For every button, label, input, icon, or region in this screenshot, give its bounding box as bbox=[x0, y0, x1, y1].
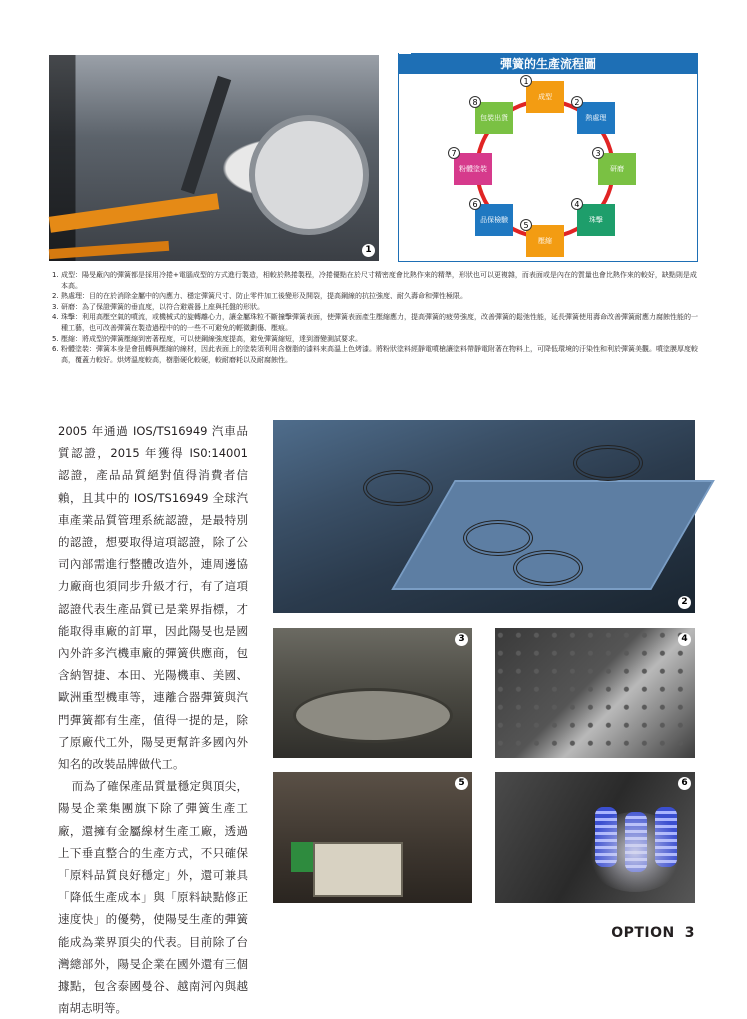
caption-number: 1. bbox=[52, 271, 59, 279]
spring-coil bbox=[513, 550, 583, 586]
photo-compression-machine bbox=[273, 772, 472, 903]
flow-step-number: 2 bbox=[571, 96, 583, 108]
flow-step-number: 1 bbox=[520, 75, 532, 87]
caption-item bbox=[52, 302, 702, 313]
flow-step-box: 熱處理 bbox=[577, 102, 615, 134]
control-panel bbox=[313, 842, 403, 897]
caption-item bbox=[52, 291, 702, 302]
diagram-title: 彈簧的生產流程圖 bbox=[399, 54, 697, 74]
photo-powder-coating bbox=[495, 772, 695, 903]
page-number: 3 bbox=[684, 925, 695, 941]
page-footer bbox=[611, 925, 695, 941]
orange-beam bbox=[49, 193, 220, 233]
flow-step-number: 5 bbox=[520, 219, 532, 231]
article-body bbox=[58, 420, 248, 1019]
caption-list bbox=[52, 270, 702, 365]
orange-beam-lower bbox=[49, 241, 169, 259]
caption-number: 6. bbox=[52, 345, 59, 354]
caption-text: 熱處理：目的在於消除金屬中的內應力、穩定彈簧尺寸、防止零件加工後變形及開裂，提高鋼線的抗拉強度、耐久壽命和彈性極限。 bbox=[61, 292, 467, 301]
flow-step-number: 4 bbox=[571, 198, 583, 210]
flow-step-box: 包裝出貨 bbox=[475, 102, 513, 134]
flow-step-number: 6 bbox=[469, 198, 481, 210]
flow-step-box: 壓縮 bbox=[526, 225, 564, 257]
photo-grinding-machine bbox=[273, 628, 472, 758]
flow-step-box: 成型 bbox=[526, 81, 564, 113]
flow-step-number: 8 bbox=[469, 96, 481, 108]
photo-number-badge: 6 bbox=[678, 777, 691, 790]
caption-item bbox=[52, 334, 702, 345]
photo-number-badge: 1 bbox=[362, 244, 375, 257]
spring-coil bbox=[573, 445, 643, 481]
photo-number-badge: 5 bbox=[455, 777, 468, 790]
caption-text: 粉體塗裝：彈簧本身是會扭轉與壓縮的線材，因此表面上的塗裝須利用含樹脂的漆料來高溫上色烤漆。將粉狀塗料經靜電噴槍讓塗料帶靜電附著在物料上，可降低環境的汙染性和利於彈簧美觀。噴塗膜厚度較高，覆蓋力較好。烘烤溫度較高，樹脂硬化較硬，較耐磨耗以及耐腐蝕性。 bbox=[61, 345, 698, 364]
green-box bbox=[291, 842, 313, 872]
photo-number-badge: 4 bbox=[678, 633, 691, 646]
machine-arm bbox=[181, 76, 231, 194]
caption-text: 研磨：為了保證彈簧的垂直度，以符合避震器上座與托盤的形狀。 bbox=[61, 302, 264, 311]
spring-coil bbox=[363, 470, 433, 506]
flow-step-box: 粉體塗裝 bbox=[454, 153, 492, 185]
flow-step-box: 研磨 bbox=[598, 153, 636, 185]
caption-item bbox=[52, 344, 702, 365]
grinding-disc bbox=[293, 688, 453, 743]
caption-item bbox=[52, 270, 702, 291]
spray-mist bbox=[585, 812, 685, 892]
caption-number: 4. bbox=[52, 313, 59, 322]
photo-coiling-machine bbox=[49, 55, 379, 261]
flow-step-number: 3 bbox=[592, 147, 604, 159]
caption-text: 珠擊：利用高壓空氣的噴流，或機械式的旋轉離心力，讓金屬珠粒不斷撞擊彈簧表面，使彈簧表面產生壓縮應力，提高彈簧的疲勞強度，改善彈簧的鬆弛性能，延長彈簧使用壽命改善彈簧耐應力腐蝕性能的一種工藝，也可改善彈簧在製造過程中的的一些不可避免的輕微劃傷、壓痕。 bbox=[61, 313, 698, 332]
caption-text: 成型：陽旻廠內的彈簧都是採用冷捲+電腦成型的方式進行製造，相較於熱捲製程，冷捲優點在於尺寸精密度會比熱作來的精準，形狀也可以更複雜，而表面或是內在的質量也會比熱作來的較好，缺點則是成本高。 bbox=[61, 271, 697, 290]
spring-coil bbox=[463, 520, 533, 556]
photo-shot-peening bbox=[495, 628, 695, 758]
body-paragraph: 而為了確保產品質量穩定與頂尖，陽旻企業集團旗下除了彈簧生產工廠，還擁有金屬線材生產工廠，透過上下垂直整合的生產方式，不只確保「原料品質良好穩定」外，還可兼具「降低生產成本」與「原料缺點修正速度快」的優勢，使陽旻生產的彈簧能成為業界頂尖的代表。目前除了台灣總部外，陽旻企業在國外還有三個據點，包含泰國曼谷、越南河內與越南胡志明等。 bbox=[58, 779, 248, 1016]
caption-number: 2. bbox=[52, 292, 59, 301]
flow-step-number: 7 bbox=[448, 147, 460, 159]
photo-heat-treatment-line bbox=[273, 420, 695, 613]
caption-number: 5. bbox=[52, 334, 59, 343]
magazine-name: OPTION bbox=[611, 925, 675, 941]
flow-step-box: 珠擊 bbox=[577, 204, 615, 236]
caption-number: 3. bbox=[52, 302, 59, 311]
flow-step-box: 品保檢驗 bbox=[475, 204, 513, 236]
photo-number-badge: 3 bbox=[455, 633, 468, 646]
caption-text: 壓縮：將成型的彈簧壓縮到密著程度，可以使鋼線強度提高，避免彈簧縮短，達到潛變測試要求。 bbox=[61, 334, 362, 343]
body-paragraph: 2005 年通過 IOS/TS16949 汽車品質認證，2015 年獲得 IS0:14001 認證，產品品質絕對值得消費者信賴，且其中的 IOS/TS16949 全球汽車產業品質管理系統認證，是最特別的認證，想要取得這項認證，除了公司內部需進行整體改造外，連周邊協力廠商也須同步升級才行，有了這項認證代表生產品質已是業界指標，才能取得車廠的訂單，因此陽旻也是國內外許多汽機車廠的彈簧供應商，包含納智捷、本田、光陽機車、美國、歐洲重型機車等，連離合器彈簧與汽門彈簧都有生產，值得一提的是，除了原廠代工外，陽旻更幫許多國內外知名的改裝品牌做代工。 bbox=[58, 424, 248, 772]
machine-plate bbox=[249, 115, 369, 235]
caption-item bbox=[52, 312, 702, 333]
production-flow-diagram bbox=[398, 53, 698, 262]
photo-number-badge: 2 bbox=[678, 596, 691, 609]
